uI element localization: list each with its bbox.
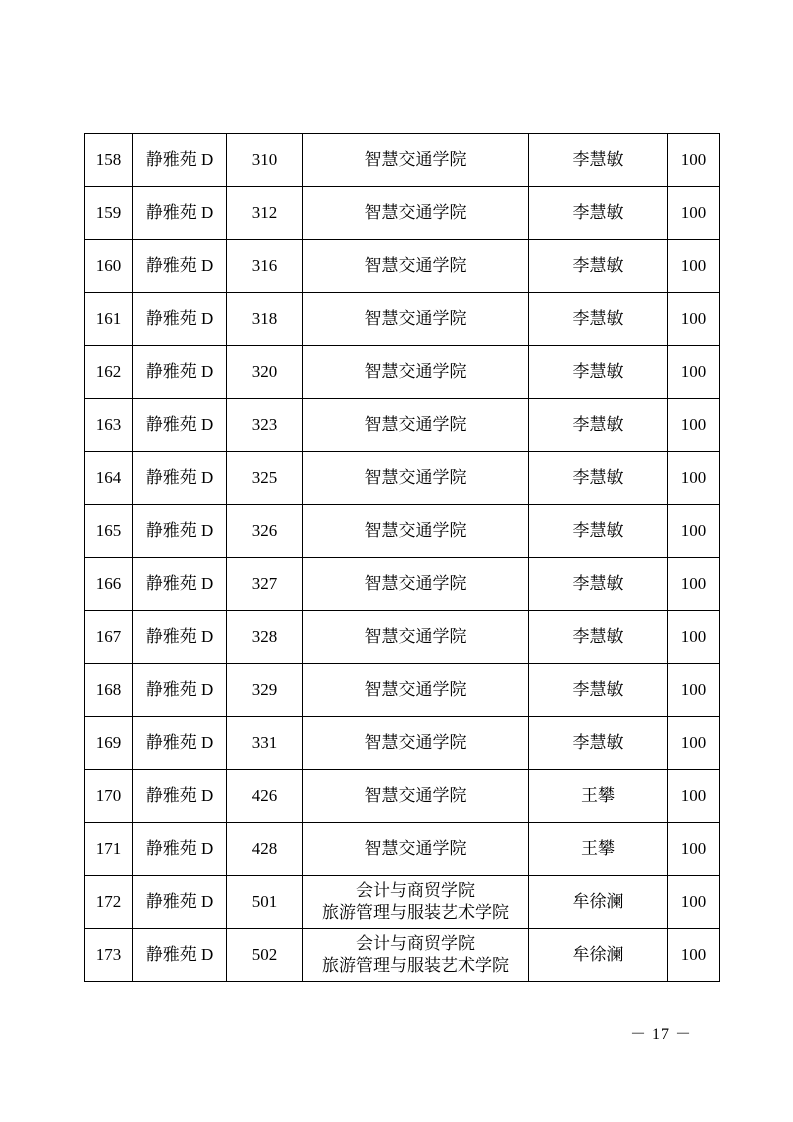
row-index-cell: 164 xyxy=(85,452,133,505)
department-line: 智慧交通学院 xyxy=(364,256,467,275)
table-body xyxy=(85,134,720,982)
score-cell: 100 xyxy=(668,664,720,717)
manager-cell: 李慧敏 xyxy=(529,134,668,187)
row-index-cell: 171 xyxy=(85,823,133,876)
department-cell xyxy=(303,240,529,293)
room-number-cell: 329 xyxy=(227,664,303,717)
manager-cell: 李慧敏 xyxy=(529,346,668,399)
room-number-cell: 501 xyxy=(227,876,303,929)
row-index-cell: 173 xyxy=(85,929,133,982)
room-number-cell: 502 xyxy=(227,929,303,982)
building-cell: 静雅苑 D xyxy=(133,611,227,664)
manager-cell: 李慧敏 xyxy=(529,558,668,611)
department-line: 智慧交通学院 xyxy=(364,203,467,222)
building-cell: 静雅苑 D xyxy=(133,876,227,929)
table-row xyxy=(85,505,720,558)
department-line: 会计与商贸学院 xyxy=(356,881,475,900)
department-line: 智慧交通学院 xyxy=(364,468,467,487)
score-cell: 100 xyxy=(668,505,720,558)
score-cell: 100 xyxy=(668,452,720,505)
table-row xyxy=(85,929,720,982)
manager-cell: 王攀 xyxy=(529,823,668,876)
department-cell xyxy=(303,558,529,611)
score-cell: 100 xyxy=(668,770,720,823)
table-row xyxy=(85,717,720,770)
table-row xyxy=(85,876,720,929)
score-cell: 100 xyxy=(668,134,720,187)
department-cell xyxy=(303,664,529,717)
department-line: 旅游管理与服装艺术学院 xyxy=(322,903,509,922)
row-index-cell: 162 xyxy=(85,346,133,399)
row-index-cell: 167 xyxy=(85,611,133,664)
department-line: 智慧交通学院 xyxy=(364,362,467,381)
manager-cell: 李慧敏 xyxy=(529,717,668,770)
row-index-cell: 158 xyxy=(85,134,133,187)
manager-cell: 李慧敏 xyxy=(529,293,668,346)
manager-cell: 李慧敏 xyxy=(529,505,668,558)
building-cell: 静雅苑 D xyxy=(133,134,227,187)
row-index-cell: 163 xyxy=(85,399,133,452)
row-index-cell: 168 xyxy=(85,664,133,717)
department-cell xyxy=(303,399,529,452)
manager-cell: 李慧敏 xyxy=(529,664,668,717)
department-cell xyxy=(303,134,529,187)
table-row xyxy=(85,187,720,240)
dormitory-score-table xyxy=(84,133,720,982)
score-cell: 100 xyxy=(668,929,720,982)
table-row xyxy=(85,346,720,399)
room-number-cell: 326 xyxy=(227,505,303,558)
row-index-cell: 161 xyxy=(85,293,133,346)
manager-cell: 李慧敏 xyxy=(529,452,668,505)
table-row xyxy=(85,664,720,717)
department-cell xyxy=(303,505,529,558)
room-number-cell: 318 xyxy=(227,293,303,346)
room-number-cell: 428 xyxy=(227,823,303,876)
building-cell: 静雅苑 D xyxy=(133,505,227,558)
room-number-cell: 312 xyxy=(227,187,303,240)
table-row xyxy=(85,611,720,664)
building-cell: 静雅苑 D xyxy=(133,929,227,982)
table-row xyxy=(85,558,720,611)
department-line: 智慧交通学院 xyxy=(364,150,467,169)
manager-cell: 李慧敏 xyxy=(529,611,668,664)
department-line: 智慧交通学院 xyxy=(364,786,467,805)
department-cell xyxy=(303,823,529,876)
table-row xyxy=(85,452,720,505)
table-row xyxy=(85,240,720,293)
department-line: 会计与商贸学院 xyxy=(356,934,475,953)
score-cell: 100 xyxy=(668,346,720,399)
table-row xyxy=(85,293,720,346)
row-index-cell: 172 xyxy=(85,876,133,929)
building-cell: 静雅苑 D xyxy=(133,717,227,770)
department-cell xyxy=(303,929,529,982)
department-line: 智慧交通学院 xyxy=(364,521,467,540)
room-number-cell: 327 xyxy=(227,558,303,611)
page-number: － 17 － xyxy=(630,1026,693,1043)
manager-cell: 李慧敏 xyxy=(529,240,668,293)
table-row xyxy=(85,770,720,823)
score-cell: 100 xyxy=(668,240,720,293)
score-cell: 100 xyxy=(668,611,720,664)
department-cell xyxy=(303,770,529,823)
row-index-cell: 160 xyxy=(85,240,133,293)
manager-cell: 牟徐澜 xyxy=(529,929,668,982)
room-number-cell: 426 xyxy=(227,770,303,823)
room-number-cell: 323 xyxy=(227,399,303,452)
score-cell: 100 xyxy=(668,717,720,770)
department-cell xyxy=(303,293,529,346)
building-cell: 静雅苑 D xyxy=(133,664,227,717)
building-cell: 静雅苑 D xyxy=(133,293,227,346)
table-row xyxy=(85,823,720,876)
room-number-cell: 310 xyxy=(227,134,303,187)
row-index-cell: 170 xyxy=(85,770,133,823)
department-line: 智慧交通学院 xyxy=(364,574,467,593)
room-number-cell: 320 xyxy=(227,346,303,399)
manager-cell: 牟徐澜 xyxy=(529,876,668,929)
score-cell: 100 xyxy=(668,187,720,240)
building-cell: 静雅苑 D xyxy=(133,558,227,611)
department-line: 旅游管理与服装艺术学院 xyxy=(322,956,509,975)
department-line: 智慧交通学院 xyxy=(364,839,467,858)
score-cell: 100 xyxy=(668,876,720,929)
department-cell xyxy=(303,346,529,399)
department-cell xyxy=(303,876,529,929)
building-cell: 静雅苑 D xyxy=(133,346,227,399)
row-index-cell: 169 xyxy=(85,717,133,770)
building-cell: 静雅苑 D xyxy=(133,187,227,240)
score-cell: 100 xyxy=(668,823,720,876)
department-line: 智慧交通学院 xyxy=(364,733,467,752)
room-number-cell: 328 xyxy=(227,611,303,664)
room-number-cell: 316 xyxy=(227,240,303,293)
department-cell xyxy=(303,452,529,505)
building-cell: 静雅苑 D xyxy=(133,399,227,452)
manager-cell: 王攀 xyxy=(529,770,668,823)
building-cell: 静雅苑 D xyxy=(133,452,227,505)
row-index-cell: 165 xyxy=(85,505,133,558)
department-line: 智慧交通学院 xyxy=(364,627,467,646)
building-cell: 静雅苑 D xyxy=(133,240,227,293)
table-row xyxy=(85,134,720,187)
department-line: 智慧交通学院 xyxy=(364,415,467,434)
building-cell: 静雅苑 D xyxy=(133,770,227,823)
manager-cell: 李慧敏 xyxy=(529,399,668,452)
building-cell: 静雅苑 D xyxy=(133,823,227,876)
score-cell: 100 xyxy=(668,399,720,452)
room-number-cell: 325 xyxy=(227,452,303,505)
score-cell: 100 xyxy=(668,293,720,346)
row-index-cell: 159 xyxy=(85,187,133,240)
table-row xyxy=(85,399,720,452)
department-cell xyxy=(303,187,529,240)
department-cell xyxy=(303,611,529,664)
manager-cell: 李慧敏 xyxy=(529,187,668,240)
department-cell xyxy=(303,717,529,770)
row-index-cell: 166 xyxy=(85,558,133,611)
score-cell: 100 xyxy=(668,558,720,611)
department-line: 智慧交通学院 xyxy=(364,680,467,699)
department-line: 智慧交通学院 xyxy=(364,309,467,328)
room-number-cell: 331 xyxy=(227,717,303,770)
